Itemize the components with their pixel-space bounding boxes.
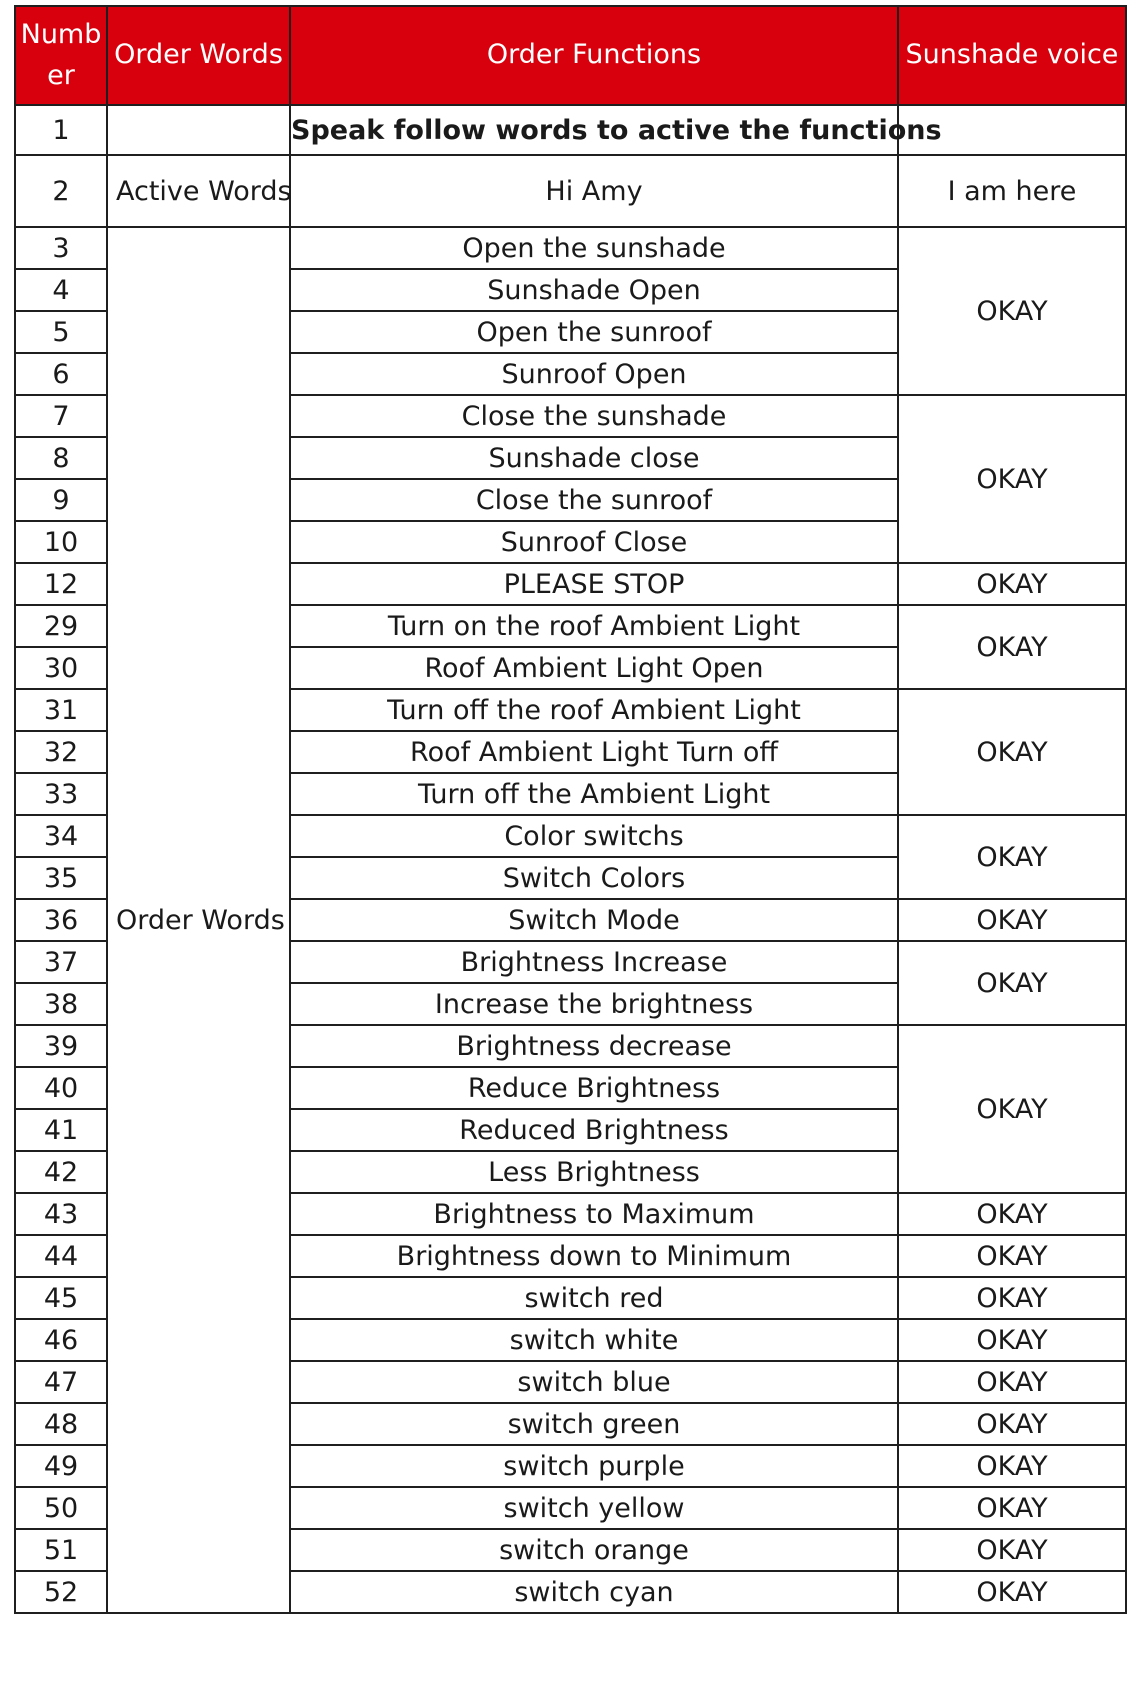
order-function: Sunshade Open xyxy=(290,269,898,311)
voice-response: OKAY xyxy=(898,1235,1126,1277)
row-number: 44 xyxy=(15,1235,107,1277)
row-number: 4 xyxy=(15,269,107,311)
row-number: 46 xyxy=(15,1319,107,1361)
voice-response: OKAY xyxy=(898,563,1126,605)
voice-response: OKAY xyxy=(898,1319,1126,1361)
order-function: Turn off the Ambient Light xyxy=(290,773,898,815)
row-number: 49 xyxy=(15,1445,107,1487)
order-function: Brightness down to Minimum xyxy=(290,1235,898,1277)
row-number: 31 xyxy=(15,689,107,731)
table-body xyxy=(15,105,1126,1613)
order-function: Sunroof Close xyxy=(290,521,898,563)
order-function: Sunshade close xyxy=(290,437,898,479)
order-function: Color switchs xyxy=(290,815,898,857)
order-function: Sunroof Open xyxy=(290,353,898,395)
active-words-label: Active Words xyxy=(107,155,290,227)
row-number: 48 xyxy=(15,1403,107,1445)
order-function: Reduce Brightness xyxy=(290,1067,898,1109)
order-function: Roof Ambient Light Turn off xyxy=(290,731,898,773)
row-number: 40 xyxy=(15,1067,107,1109)
voice-command-table xyxy=(14,5,1127,1614)
row-number: 6 xyxy=(15,353,107,395)
order-function: switch orange xyxy=(290,1529,898,1571)
voice-response: OKAY xyxy=(898,899,1126,941)
order-function: Roof Ambient Light Open xyxy=(290,647,898,689)
row-number: 51 xyxy=(15,1529,107,1571)
voice-response: OKAY xyxy=(898,227,1126,395)
order-function: Open the sunshade xyxy=(290,227,898,269)
order-function: switch white xyxy=(290,1319,898,1361)
row-number: 8 xyxy=(15,437,107,479)
row-number: 47 xyxy=(15,1361,107,1403)
voice-response: OKAY xyxy=(898,1445,1126,1487)
order-function: switch blue xyxy=(290,1361,898,1403)
row-number: 1 xyxy=(15,105,107,155)
order-function: Close the sunroof xyxy=(290,479,898,521)
row-number: 42 xyxy=(15,1151,107,1193)
row-number: 7 xyxy=(15,395,107,437)
order-function: Turn on the roof Ambient Light xyxy=(290,605,898,647)
row-number: 41 xyxy=(15,1109,107,1151)
row-number: 37 xyxy=(15,941,107,983)
order-function: Turn off the roof Ambient Light xyxy=(290,689,898,731)
wake-word: Hi Amy xyxy=(290,155,898,227)
order-function: Open the sunroof xyxy=(290,311,898,353)
voice-response: OKAY xyxy=(898,1487,1126,1529)
row-number: 33 xyxy=(15,773,107,815)
order-words-label: Order Words xyxy=(107,227,290,1613)
voice-response: OKAY xyxy=(898,1361,1126,1403)
row-number: 45 xyxy=(15,1277,107,1319)
header-row xyxy=(15,6,1126,105)
row-number: 39 xyxy=(15,1025,107,1067)
voice-response: OKAY xyxy=(898,1571,1126,1613)
order-function: Brightness decrease xyxy=(290,1025,898,1067)
row-number: 50 xyxy=(15,1487,107,1529)
order-function: switch green xyxy=(290,1403,898,1445)
order-function: switch cyan xyxy=(290,1571,898,1613)
voice-response: OKAY xyxy=(898,1529,1126,1571)
order-function: switch purple xyxy=(290,1445,898,1487)
row-number: 32 xyxy=(15,731,107,773)
row-number: 2 xyxy=(15,155,107,227)
active-words-row xyxy=(15,155,1126,227)
row-number: 3 xyxy=(15,227,107,269)
order-function: Switch Mode xyxy=(290,899,898,941)
row-number: 12 xyxy=(15,563,107,605)
row-number: 43 xyxy=(15,1193,107,1235)
voice-response: OKAY xyxy=(898,395,1126,563)
voice-response: OKAY xyxy=(898,1193,1126,1235)
row-number: 52 xyxy=(15,1571,107,1613)
voice-command-table-wrapper xyxy=(14,5,1127,1614)
row-number: 34 xyxy=(15,815,107,857)
voice-response: OKAY xyxy=(898,689,1126,815)
order-words-cell xyxy=(107,105,290,155)
voice-response: OKAY xyxy=(898,1277,1126,1319)
row-number: 29 xyxy=(15,605,107,647)
header-sunshade-voice: Sunshade voice xyxy=(898,6,1126,105)
order-function: PLEASE STOP xyxy=(290,563,898,605)
header-order-functions: Order Functions xyxy=(290,6,898,105)
row-number: 9 xyxy=(15,479,107,521)
order-function: switch red xyxy=(290,1277,898,1319)
order-function: Switch Colors xyxy=(290,857,898,899)
voice-response: OKAY xyxy=(898,1025,1126,1193)
header-order-words: Order Words xyxy=(107,6,290,105)
row-number: 10 xyxy=(15,521,107,563)
row-number: 35 xyxy=(15,857,107,899)
row-number: 5 xyxy=(15,311,107,353)
voice-response: OKAY xyxy=(898,815,1126,899)
instruction-text: Speak follow words to active the functions xyxy=(290,105,898,155)
order-function: Reduced Brightness xyxy=(290,1109,898,1151)
order-function: Close the sunshade xyxy=(290,395,898,437)
header-number: Numb er xyxy=(15,6,107,105)
row-number: 30 xyxy=(15,647,107,689)
order-function: Less Brightness xyxy=(290,1151,898,1193)
row-number: 38 xyxy=(15,983,107,1025)
instruction-row xyxy=(15,105,1126,155)
command-row xyxy=(15,227,1126,269)
voice-response: OKAY xyxy=(898,941,1126,1025)
table-header xyxy=(15,6,1126,105)
row-number: 36 xyxy=(15,899,107,941)
order-function: Brightness Increase xyxy=(290,941,898,983)
voice-response: OKAY xyxy=(898,605,1126,689)
wake-response: I am here xyxy=(898,155,1126,227)
order-function: switch yellow xyxy=(290,1487,898,1529)
order-function: Brightness to Maximum xyxy=(290,1193,898,1235)
voice-response: OKAY xyxy=(898,1403,1126,1445)
order-function: Increase the brightness xyxy=(290,983,898,1025)
